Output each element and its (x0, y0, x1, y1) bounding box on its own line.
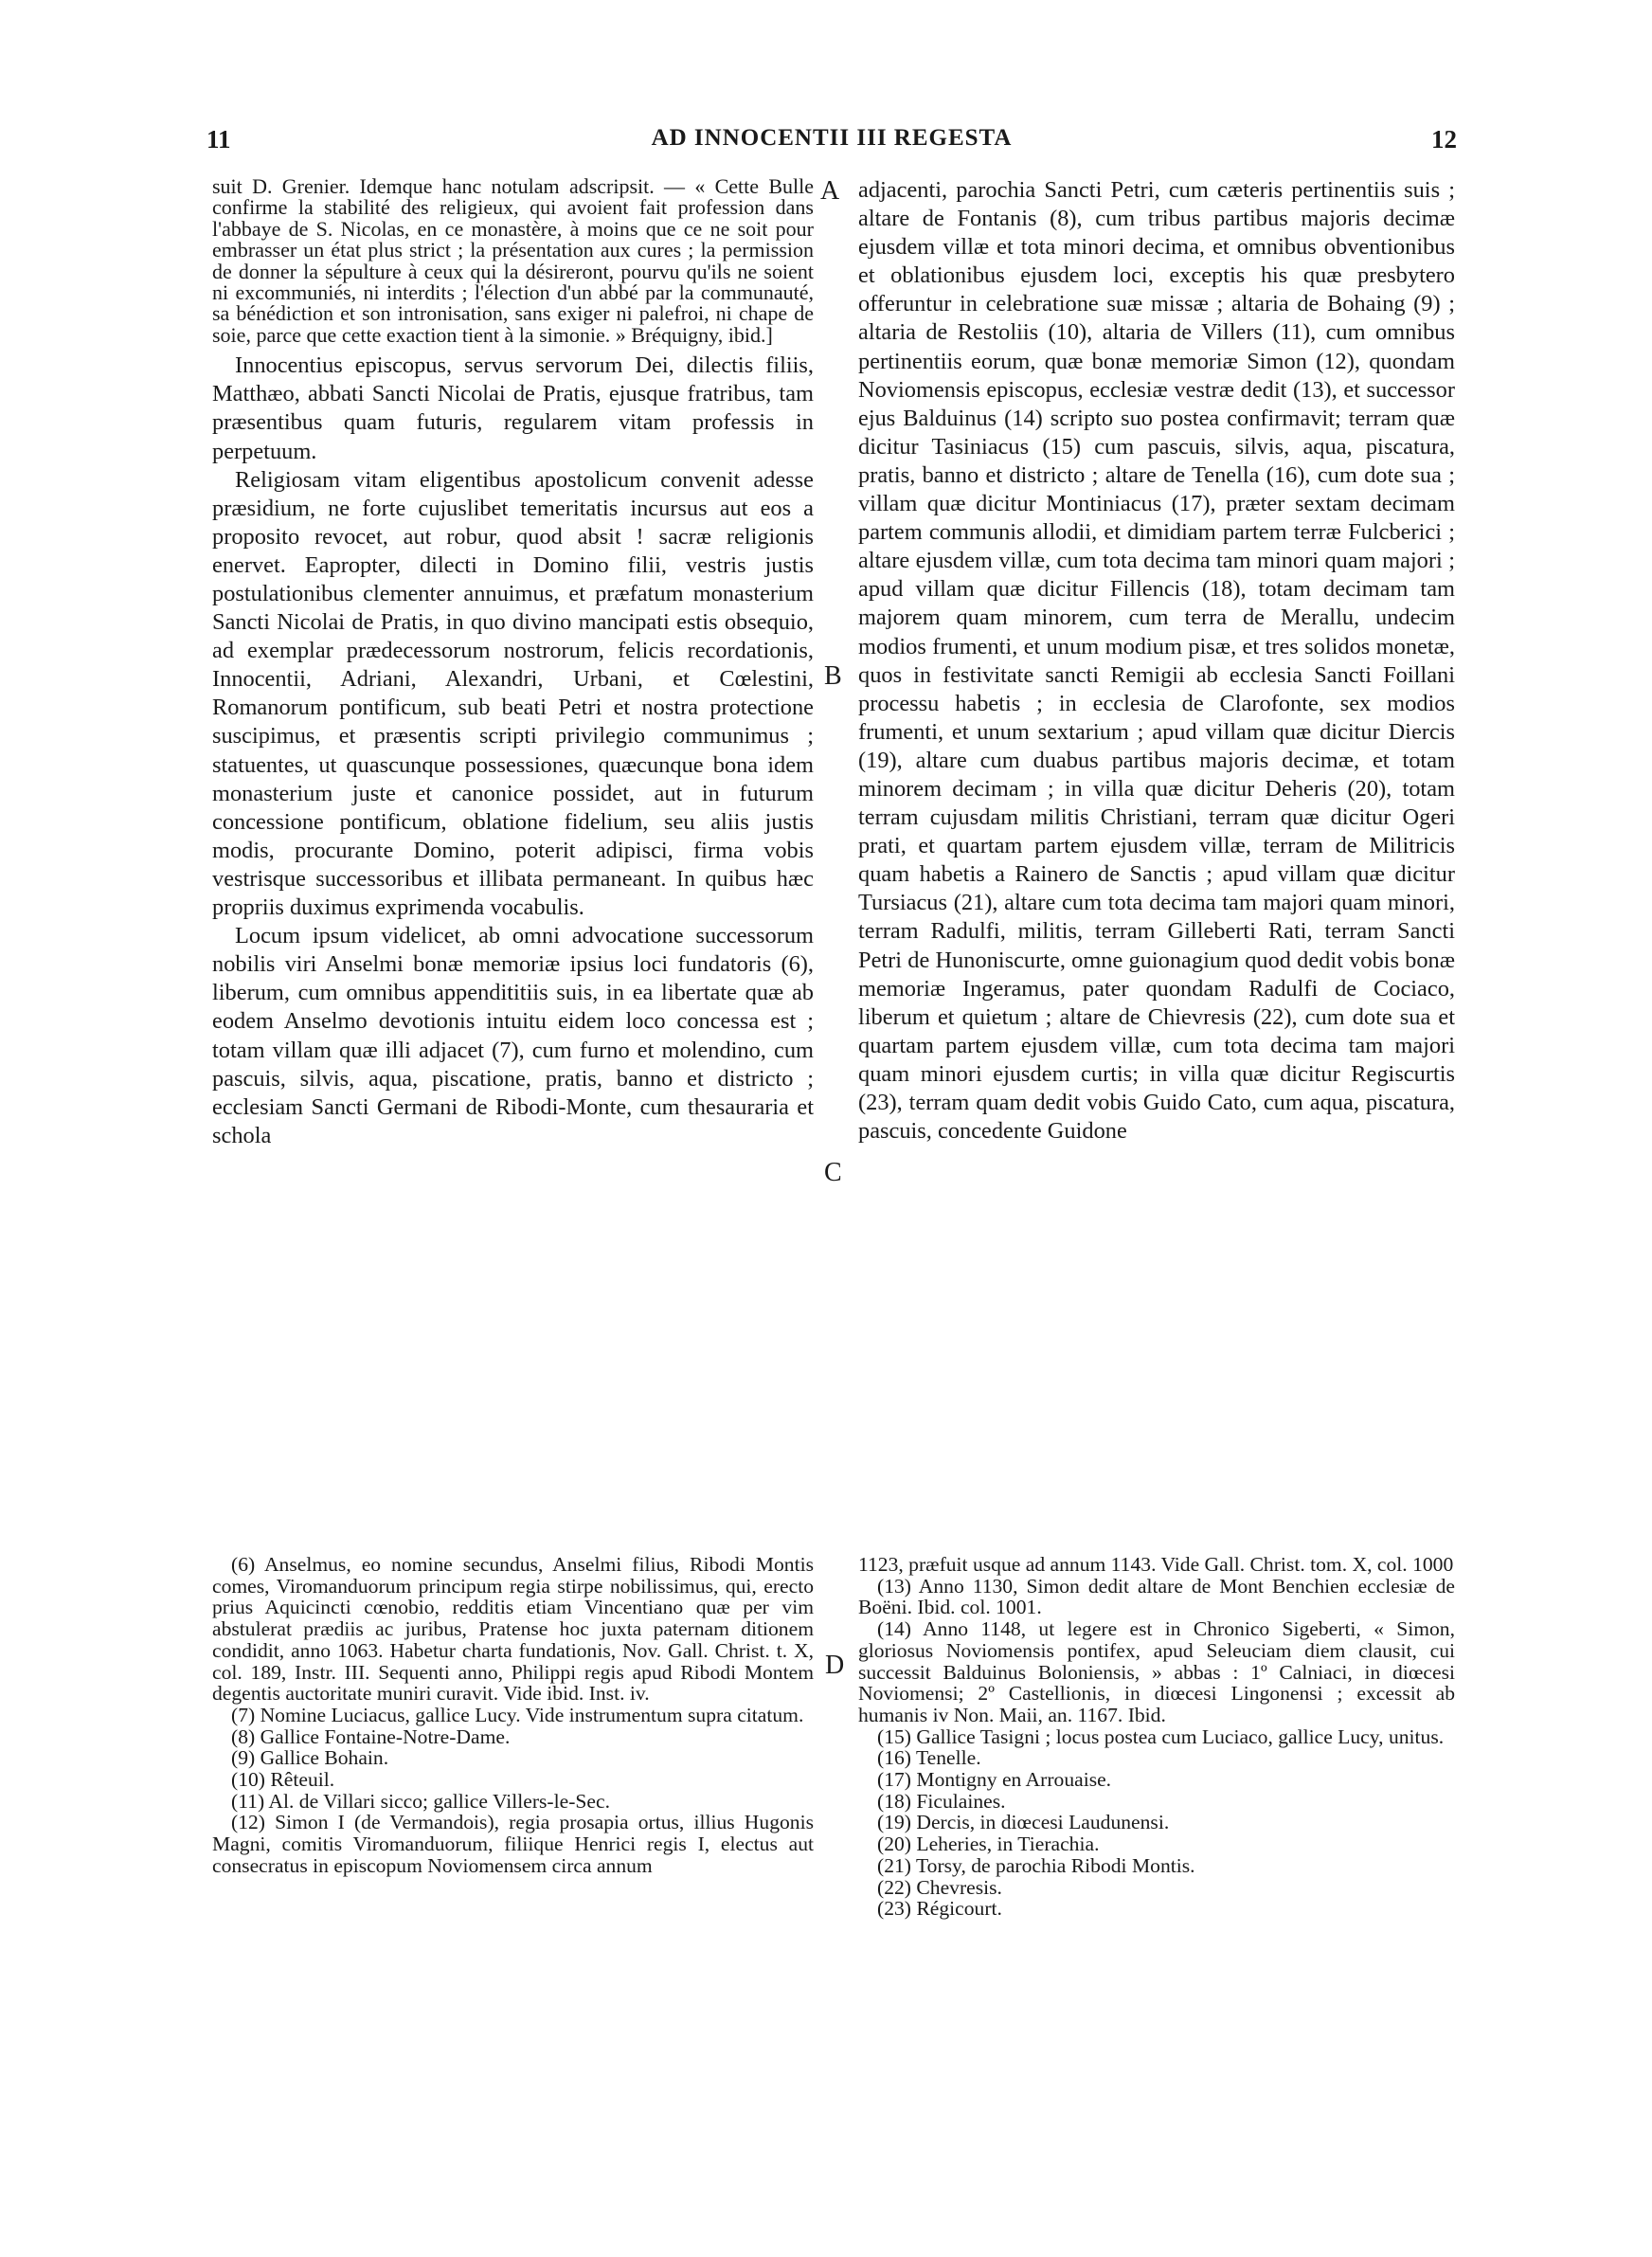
footnotes-right (858, 1554, 1455, 1920)
salutation: Innocentius episcopus, servus servorum Dei, dilectis filiis, Matthæo, abbati Sancti Nicolai de Pratis, ejusque fratribus, tam præsentibus quam futuris, regularem vitam professis in perpetuum. (212, 352, 814, 464)
footnote: (16) Tenelle. (877, 1746, 981, 1770)
page-number-right: 12 (1431, 125, 1457, 153)
body-paragraph: Religiosam vitam eligentibus apostolicum convenit adesse præsidium, ne forte cujuslibet temeritatis incursus aut eos a proposito revocet, aut robur, quod absit ! sacræ religionis enervet. Eapropter, dilecti in Domino filii, vestris justis postulationibus clementer annuimus, et præfatum monasterium Sancti Nicolai de Pratis, in quo divino mancipati estis obsequio, ad exemplar prædecessorum nostrorum, felicis recordationis, Innocentii, Adriani, Alexandri, Urbani, et Cœlestini, Romanorum pontificum, sub beati Petri et nostra protectione suscipimus, et præsentis scripti privilegio communimus ; statuentes, ut quascunque possessiones, quæcunque bona idem monasterium juste et canonice possidet, aut in futurum concessione pontificum, oblatione fidelium, seu aliis justis modis, procurante Domino, poterit adipisci, firma vobis vestrisque successoribus et illibata permaneant. In quibus hæc propriis duximus exprimenda vocabulis. (212, 466, 814, 921)
footnote: 1123, præfuit usque ad annum 1143. Vide Gall. Christ. tom. X, col. 1000 (858, 1553, 1454, 1576)
page-number-left: 11 (206, 125, 231, 153)
footnote: (10) Rêteuil. (231, 1768, 335, 1792)
footnote: (19) Dercis, in diœcesi Laudunensi. (877, 1811, 1170, 1834)
margin-marker-b: B (824, 661, 842, 691)
footnote: (13) Anno 1130, Simon dedit altare de Mont Benchien ecclesiæ de Boëni. Ibid. col. 1001. (858, 1574, 1455, 1619)
footnote: (14) Anno 1148, ut legere est in Chronico Sigeberti, « Simon, gloriosus Noviomensis pontifex, apud Seleuciam diem clausit, cui successit Balduinus Boloniensis, » abbas : 1º Calniaci, in diœcesi Noviomensi; 2º Castellionis, in diœcesi Lingonensi ; excessit ab humanis iv Non. Maii, an. 1167. Ibid. (858, 1617, 1455, 1726)
footnote: (11) Al. de Villari sicco; gallice Villers-le-Sec. (231, 1789, 610, 1813)
footnote: (9) Gallice Bohain. (231, 1746, 389, 1770)
footnote: (23) Régicourt. (877, 1897, 1002, 1921)
body-paragraph: Locum ipsum videlicet, ab omni advocatione successorum nobilis viri Anselmi bonæ memoriæ ipsius loci fundatoris (6), liberum, cum omnibus appendititiis suis, in ea libertate quæ ab eodem Anselmo devotionis intuitu eidem loco concessa est ; totam villam quæ illi adjacet (7), cum furno et molendino, cum pascuis, silvis, aqua, piscatione, pratis, banno et districto ; ecclesiam Sancti Germani de Ribodi-Monte, cum thesauraria et schola (212, 923, 814, 1148)
page-header (206, 125, 1457, 163)
footnotes-left (212, 1554, 814, 1877)
footnote: (22) Chevresis. (877, 1875, 1002, 1899)
margin-marker-c: C (824, 1158, 842, 1187)
margin-marker-d: D (825, 1651, 845, 1680)
footnote: (12) Simon I (de Vermandois), regia prosapia ortus, illius Hugonis Magni, comitis Viromanduorum, filiique Henrici regis I, electus aut consecratus in episcopum Noviomensem circa annum (212, 1811, 814, 1877)
footnote: (6) Anselmus, eo nomine secundus, Anselmi filius, Ribodi Montis comes, Viromanduorum principum regia stirpe nobilissimus, qui, erecto prius Aquicincti cœnobio, redditis etiam Vincentiano quæ per vim abstulerat prædiis ac juribus, Pratense hoc juxta paternam ditionem condidit, anno 1063. Habetur charta fundationis, Nov. Gall. Christ. t. X, col. 189, Instr. III. Sequenti anno, Philippi regis apud Ribodi Montem degentis auctoritate muniri curavit. Vide ibid. Inst. iv. (212, 1553, 814, 1706)
footnote: (8) Gallice Fontaine-Notre-Dame. (231, 1724, 511, 1748)
footnote: (18) Ficulaines. (877, 1789, 1006, 1813)
body-paragraph: adjacenti, parochia Sancti Petri, cum cæteris pertinentiis suis ; altare de Fontanis (8), cum tribus partibus majoris decimæ ejusdem villæ et tota minori decima, et omnibus obventionibus et oblationibus ejusdem loci, exceptis his quæ presbytero offeruntur in celebratione suæ missæ ; altaria de Bohaing (9) ; altaria de Restoliis (10), altaria de Villers (11), cum omnibus pertinentiis eorum, quæ bonæ memoriæ Simon (12), quondam Noviomensis episcopus, ecclesiæ vestræ dedit (13), et successor ejus Balduinus (14) scripto suo postea confirmavit; terram quæ dicitur Tasiniacus (15) cum pascuis, silvis, aqua, piscatura, pratis, banno et districto ; altare de Tenella (16), cum dote sua ; villam quæ dicitur Montiniacus (17), præter sextam decimam partem communis allodii, et dimidiam partem terræ Fulcberici ; altare ejusdem villæ, cum tota decima tam minori quam majori ; apud villam quæ dicitur Fillencis (18), totam decimam tam majorem quam minorem, cum terra de Merallu, undecim modios frumenti, et unum modium pisæ, et tres solidos monetæ, quos in festivitate sancti Remigii ab ecclesia Sancti Foillani processu habetis ; in ecclesia de Clarofonte, sex modios frumenti, et unum sextarium ; apud villam quæ dicitur Diercis (19), altare cum duabus partibus majoris decimæ, et totam minorem decimam ; in villa quæ dicitur Deheris (20), totam terram cujusdam militis Christiani, terram quæ dicitur Ogeri prati, et quartam partem ejusdem villæ, terram de Militricis quam habetis a Rainero de Sanctis ; apud villam quæ dicitur Tursiacus (21), altare cum tota decima tam majori quam minori, terram Radulfi, militis, terram Gilleberti Rati, terram Sancti Petri de Hunoniscurte, omne guionagium quod dedit vobis bonæ memoriæ Ingeramus, pater quondam Radulfi de Cociaco, liberum et quietum ; altare de Chievresis (22), cum dote sua et quartam partem ejusdem villæ, cum tota decima tam majori quam minori ejusdem curtis; in villa quæ dicitur Regiscurtis (23), terram quam dedit vobis Guido Cato, cum aqua, piscatura, pascuis, concedente Guidone (858, 177, 1455, 1145)
note-continuation: suit D. Grenier. Idemque hanc notulam adscripsit. — « Cette Bulle confirme la stabilité des religieux, qui avoient fait profession dans l'abbaye de S. Nicolas, en ce monastère, à moins que ce ne soit pour embrasser un état plus strict ; la présentation aux cures ; la permission de donner la sépulture à ceux qui la désireront, pourvu qu'ils ne soient ni excommuniés, ni interdits ; l'élection d'un abbé par la communauté, sa bénédiction et son intronisation, sans exiger ni palefroi, ni chape de soie, parce que cette exaction tient à la simonie. » Bréquigny, ibid.] (212, 174, 814, 347)
left-text-column (212, 176, 814, 1150)
footnote: (17) Montigny en Arrouaise. (877, 1768, 1112, 1792)
footnote: (20) Leheries, in Tierachia. (877, 1833, 1100, 1856)
running-title: AD INNOCENTII III REGESTA (651, 125, 1013, 151)
right-text-column (858, 176, 1455, 1146)
margin-marker-a: A (820, 176, 840, 206)
footnote: (21) Torsy, de parochia Ribodi Montis. (877, 1853, 1195, 1877)
footnote: (15) Gallice Tasigni ; locus postea cum Luciaco, gallice Lucy, unitus. (877, 1724, 1445, 1748)
footnote: (7) Nomine Luciacus, gallice Lucy. Vide instrumentum supra citatum. (231, 1703, 804, 1726)
